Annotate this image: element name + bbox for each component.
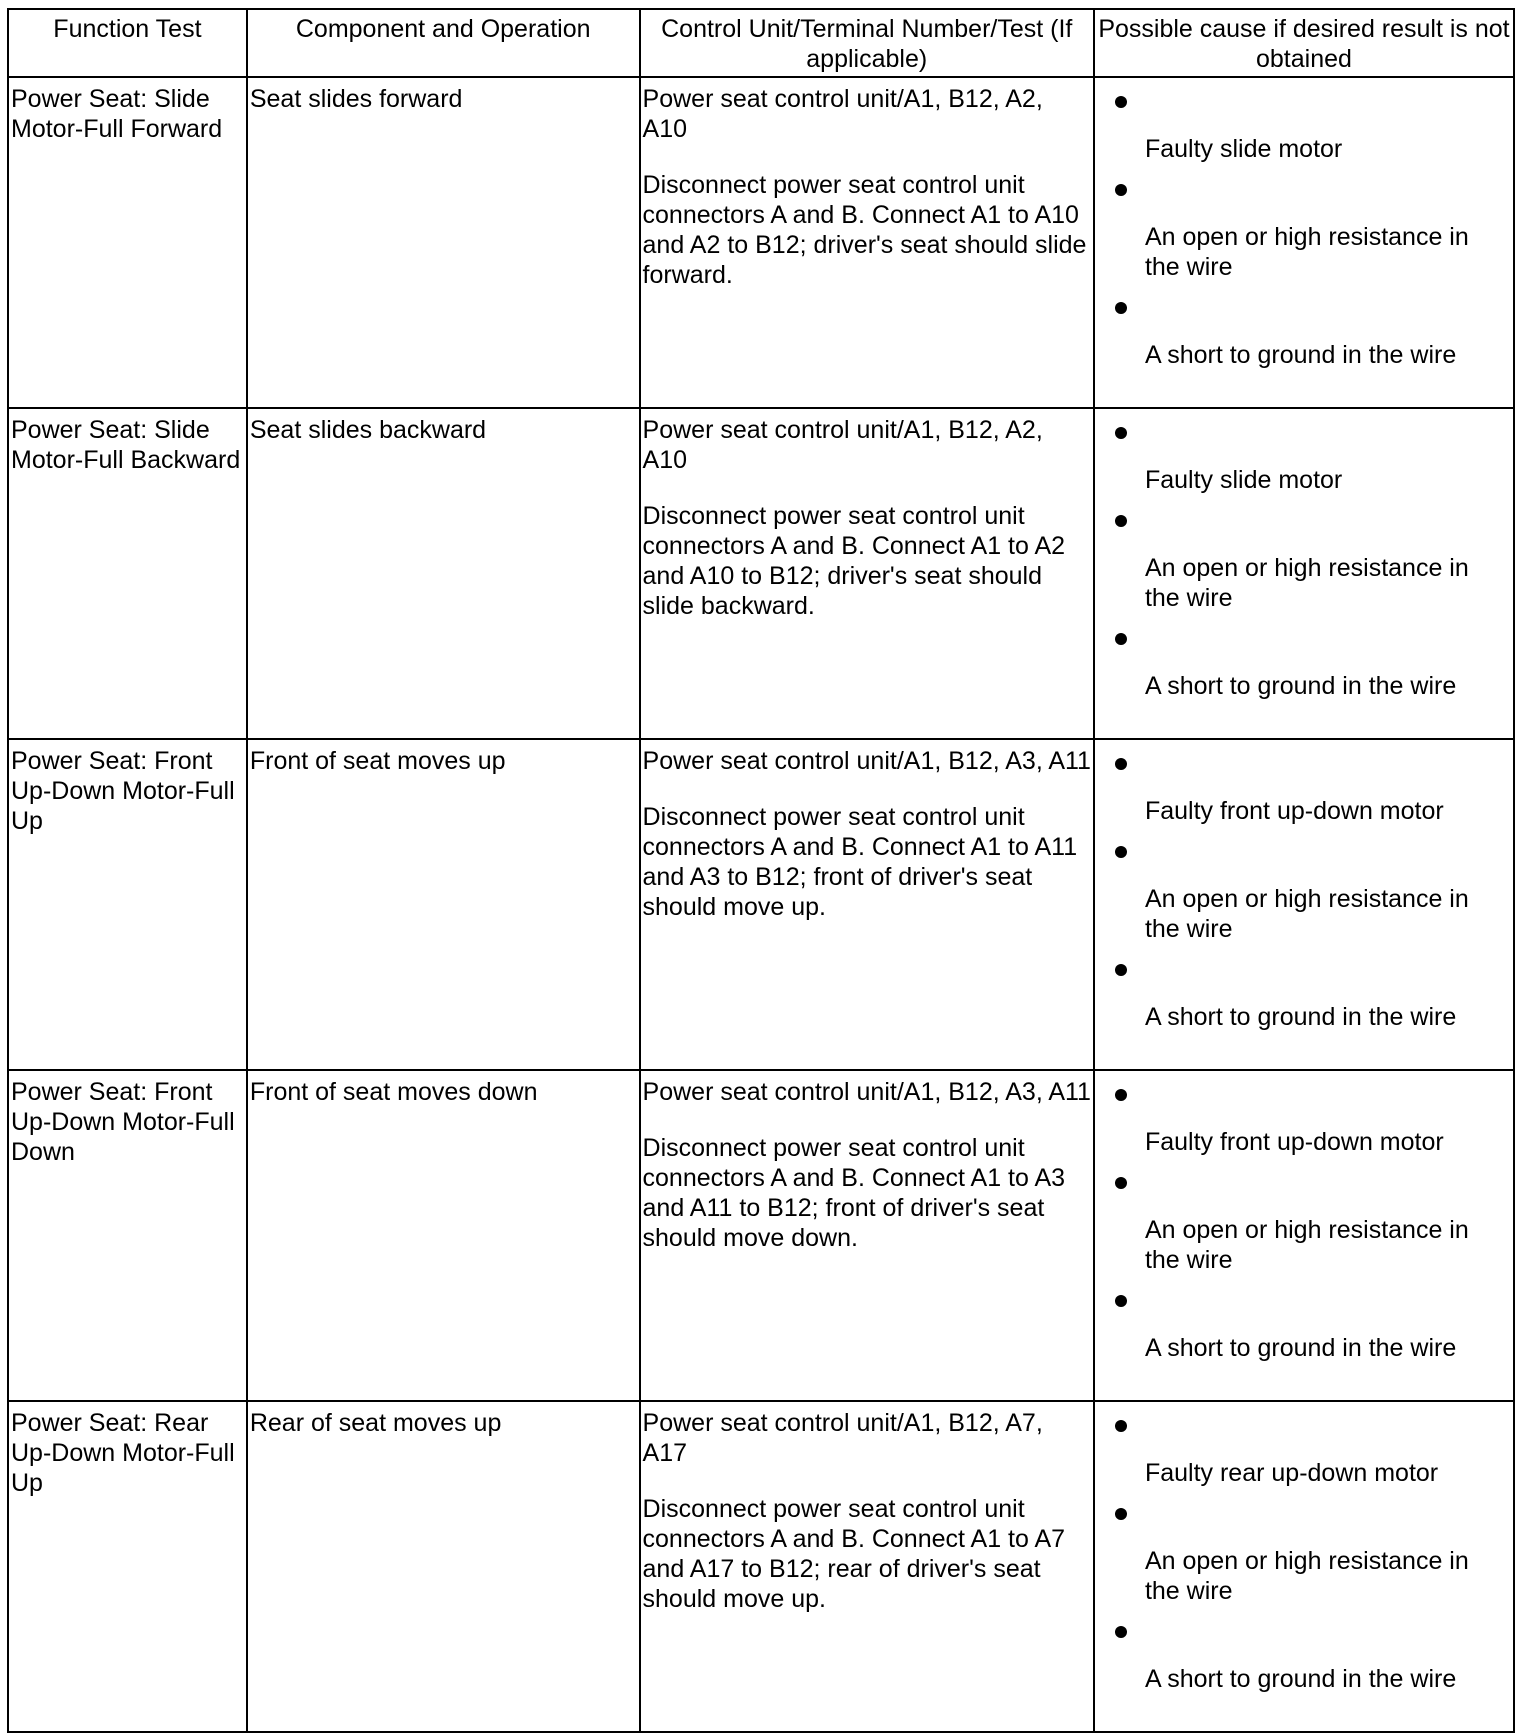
table-row xyxy=(8,77,1514,408)
test-procedure: Disconnect power seat control unit connectors A and B. Connect A1 to A3 and A11 to B12; front of driver's seat should move down. xyxy=(642,1134,1066,1252)
possible-cause-cell xyxy=(1094,408,1514,739)
cause-list xyxy=(1097,96,1511,370)
function-test-cell: Power Seat: Slide Motor-Full Forward xyxy=(8,77,247,408)
cause-text: An open or high resistance in the wire xyxy=(1144,554,1469,612)
control-unit-cell xyxy=(640,739,1094,1070)
cause-item xyxy=(1115,758,1511,826)
bullet-icon xyxy=(1115,1295,1127,1307)
possible-cause-cell xyxy=(1094,739,1514,1070)
cause-item xyxy=(1115,184,1511,282)
test-procedure: Disconnect power seat control unit connectors A and B. Connect A1 to A7 and A17 to B12; rear of driver's seat should move up. xyxy=(642,1495,1066,1613)
bullet-icon xyxy=(1115,633,1127,645)
cause-text: An open or high resistance in the wire xyxy=(1144,1547,1469,1605)
cause-list xyxy=(1097,1420,1511,1694)
bullet-icon xyxy=(1115,1420,1127,1432)
table-row xyxy=(8,739,1514,1070)
cause-item xyxy=(1115,427,1511,495)
header-possible-cause: Possible cause if desired result is not obtained xyxy=(1094,9,1514,77)
cause-item xyxy=(1115,633,1511,701)
cause-item xyxy=(1115,1295,1511,1363)
control-unit-terminals: Power seat control unit/A1, B12, A7, A17 xyxy=(642,1409,1043,1467)
cause-list xyxy=(1097,758,1511,1032)
function-test-cell: Power Seat: Slide Motor-Full Backward xyxy=(8,408,247,739)
control-unit-cell xyxy=(640,1070,1094,1401)
possible-cause-cell xyxy=(1094,1401,1514,1732)
header-control-unit: Control Unit/Terminal Number/Test (If applicable) xyxy=(640,9,1094,77)
bullet-icon xyxy=(1115,758,1127,770)
table-row xyxy=(8,408,1514,739)
cause-text: An open or high resistance in the wire xyxy=(1144,1216,1469,1274)
cause-text: An open or high resistance in the wire xyxy=(1144,223,1469,281)
control-unit-cell xyxy=(640,408,1094,739)
function-test-table xyxy=(7,8,1515,1733)
cause-item xyxy=(1115,846,1511,944)
component-operation-cell: Front of seat moves up xyxy=(247,739,640,1070)
bullet-icon xyxy=(1115,1089,1127,1101)
header-component-operation: Component and Operation xyxy=(247,9,640,77)
test-procedure: Disconnect power seat control unit connectors A and B. Connect A1 to A11 and A3 to B12; front of driver's seat should move up. xyxy=(642,803,1078,921)
component-operation-cell: Front of seat moves down xyxy=(247,1070,640,1401)
cause-text: Faulty slide motor xyxy=(1144,466,1343,494)
bullet-icon xyxy=(1115,184,1127,196)
table-row xyxy=(8,1401,1514,1732)
bullet-icon xyxy=(1115,515,1127,527)
cause-text: Faulty front up-down motor xyxy=(1144,1128,1444,1156)
cause-item xyxy=(1115,515,1511,613)
test-procedure: Disconnect power seat control unit connectors A and B. Connect A1 to A10 and A2 to B12; driver's seat should slide forward. xyxy=(642,171,1087,289)
test-procedure: Disconnect power seat control unit connectors A and B. Connect A1 to A2 and A10 to B12; driver's seat should slide backward. xyxy=(642,502,1066,620)
cause-text: Faulty rear up-down motor xyxy=(1144,1459,1439,1487)
cause-text: A short to ground in the wire xyxy=(1144,1665,1457,1693)
component-operation-cell: Rear of seat moves up xyxy=(247,1401,640,1732)
cause-item xyxy=(1115,1420,1511,1488)
control-unit-terminals: Power seat control unit/A1, B12, A3, A11 xyxy=(642,747,1091,775)
control-unit-cell xyxy=(640,77,1094,408)
cause-text: Faulty front up-down motor xyxy=(1144,797,1444,825)
bullet-icon xyxy=(1115,964,1127,976)
bullet-icon xyxy=(1115,1177,1127,1189)
cause-text: A short to ground in the wire xyxy=(1144,1003,1457,1031)
cause-text: Faulty slide motor xyxy=(1144,135,1343,163)
cause-item xyxy=(1115,1508,1511,1606)
table-row xyxy=(8,1070,1514,1401)
cause-item xyxy=(1115,964,1511,1032)
component-operation-cell: Seat slides backward xyxy=(247,408,640,739)
component-operation-cell: Seat slides forward xyxy=(247,77,640,408)
possible-cause-cell xyxy=(1094,77,1514,408)
bullet-icon xyxy=(1115,302,1127,314)
function-test-cell: Power Seat: Rear Up-Down Motor-Full Up xyxy=(8,1401,247,1732)
bullet-icon xyxy=(1115,846,1127,858)
bullet-icon xyxy=(1115,96,1127,108)
bullet-icon xyxy=(1115,427,1127,439)
cause-item xyxy=(1115,302,1511,370)
control-unit-terminals: Power seat control unit/A1, B12, A3, A11 xyxy=(642,1078,1091,1106)
cause-item xyxy=(1115,1089,1511,1157)
cause-list xyxy=(1097,1089,1511,1363)
control-unit-terminals: Power seat control unit/A1, B12, A2, A10 xyxy=(642,416,1043,474)
cause-item xyxy=(1115,1626,1511,1694)
cause-text: A short to ground in the wire xyxy=(1144,1334,1457,1362)
function-test-cell: Power Seat: Front Up-Down Motor-Full Up xyxy=(8,739,247,1070)
bullet-icon xyxy=(1115,1508,1127,1520)
function-test-cell: Power Seat: Front Up-Down Motor-Full Down xyxy=(8,1070,247,1401)
control-unit-terminals: Power seat control unit/A1, B12, A2, A10 xyxy=(642,85,1043,143)
cause-list xyxy=(1097,427,1511,701)
bullet-icon xyxy=(1115,1626,1127,1638)
table-header-row xyxy=(8,9,1514,77)
cause-text: A short to ground in the wire xyxy=(1144,672,1457,700)
cause-text: An open or high resistance in the wire xyxy=(1144,885,1469,943)
cause-item xyxy=(1115,96,1511,164)
cause-item xyxy=(1115,1177,1511,1275)
control-unit-cell xyxy=(640,1401,1094,1732)
cause-text: A short to ground in the wire xyxy=(1144,341,1457,369)
possible-cause-cell xyxy=(1094,1070,1514,1401)
header-function-test: Function Test xyxy=(8,9,247,77)
